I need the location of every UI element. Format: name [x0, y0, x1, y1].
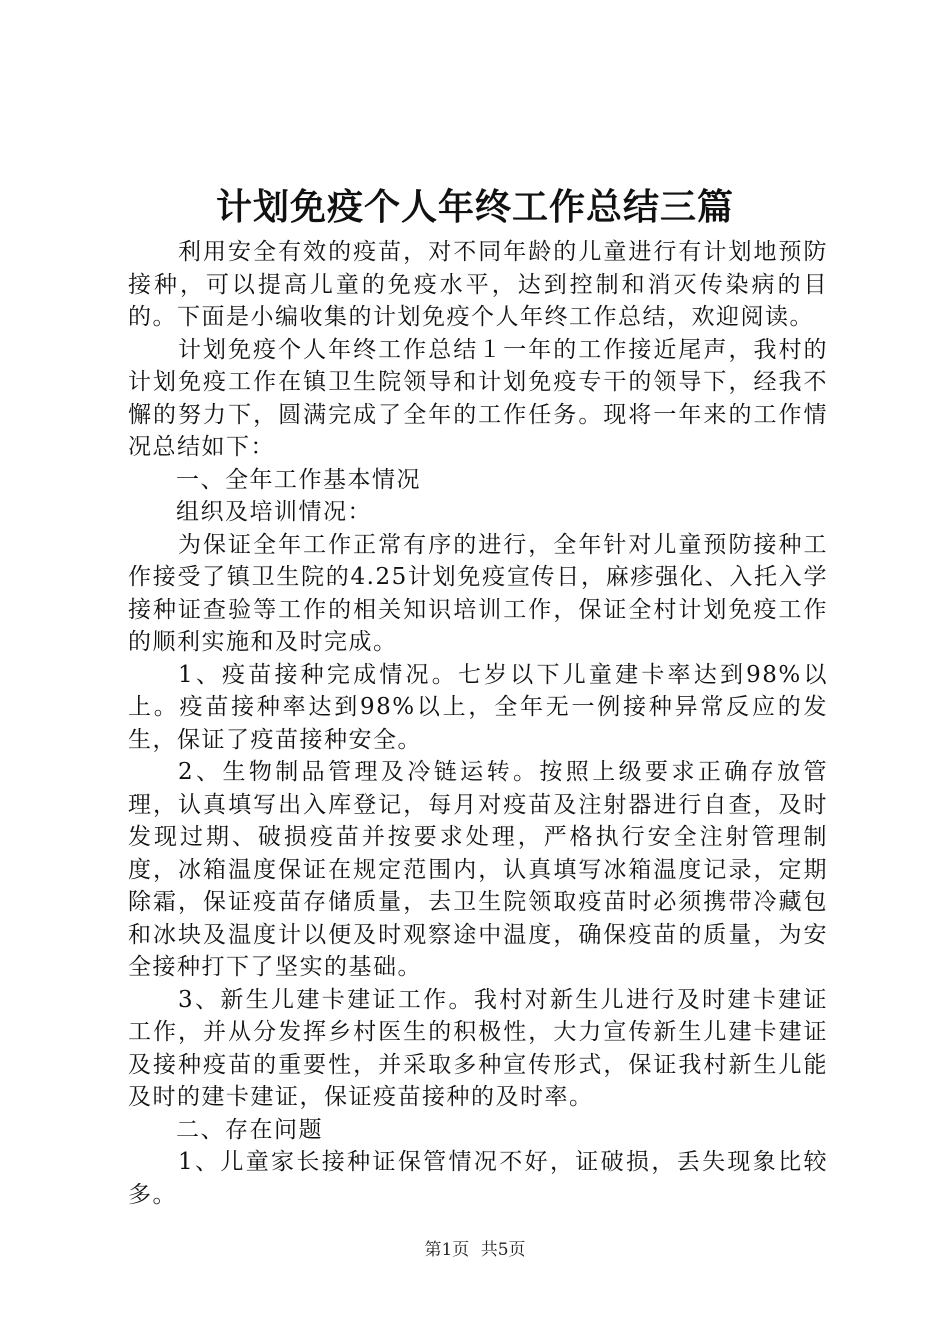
training-paragraph: 为保证全年工作正常有序的进行，全年针对儿童预防接种工作接受了镇卫生院的4.25计划免疫宣传日，麻疹强化、入托入学接种证查验等工作的相关知识培训工作，保证全村计划免疫工作的顺利实施和及时完成。	[128, 531, 828, 655]
subheading-training: 组织及培训情况：	[176, 499, 372, 525]
section-heading-problems: 二、存在问题	[176, 1116, 323, 1143]
cold-chain-paragraph: 2、生物制品管理及冷链运转。按照上级要求正确存放管理，认真填写出入库登记，每月对疫苗及注射器进行自查，及时发现过期、破损疫苗并按要求处理，严格执行安全注射管理制度，冰箱温度保证在规定范围内，认真填写冰箱温度记录，定期除霜，保证疫苗存储质量，去卫生院领取疫苗时必须携带冷藏包和冰块及温度计以便及时观察途中温度，确保疫苗的质量，为安全接种打下了坚实的基础。	[128, 759, 828, 980]
page-total: 共5页	[480, 1240, 526, 1260]
vaccination-paragraph: 1、疫苗接种完成情况。七岁以下儿童建卡率达到98%以上。疫苗接种率达到98%以上，全年无一例接种异常反应的发生，保证了疫苗接种安全。	[128, 661, 828, 753]
document-body	[128, 236, 828, 1211]
problem-1-paragraph: 1、儿童家长接种证保管情况不好，证破损，丢失现象比较多。	[128, 1149, 828, 1208]
intro-paragraph: 利用安全有效的疫苗，对不同年龄的儿童进行有计划地预防接种，可以提高儿童的免疫水平，达到控制和消灭传染病的目的。下面是小编收集的计划免疫个人年终工作总结，欢迎阅读。	[128, 239, 828, 330]
page-footer	[0, 1239, 950, 1261]
newborn-card-paragraph: 3、新生儿建卡建证工作。我村对新生儿进行及时建卡建证工作，并从分发挥乡村医生的积极性，大力宣传新生儿建卡建证及接种疫苗的重要性，并采取多种宣传形式，保证我村新生儿能及时的建卡建证，保证疫苗接种的及时率。	[128, 986, 828, 1110]
document-title: 计划免疫个人年终工作总结三篇	[215, 186, 734, 228]
summary-1-paragraph: 计划免疫个人年终工作总结１一年的工作接近尾声，我村的计划免疫工作在镇卫生院领导和计划免疫专干的领导下，经我不懈的努力下，圆满完成了全年的工作任务。现将一年来的工作情况总结如下：	[128, 336, 828, 460]
section-heading-basic-situation: 一、全年工作基本情况	[176, 466, 421, 493]
page-number: 第1页	[424, 1240, 470, 1260]
